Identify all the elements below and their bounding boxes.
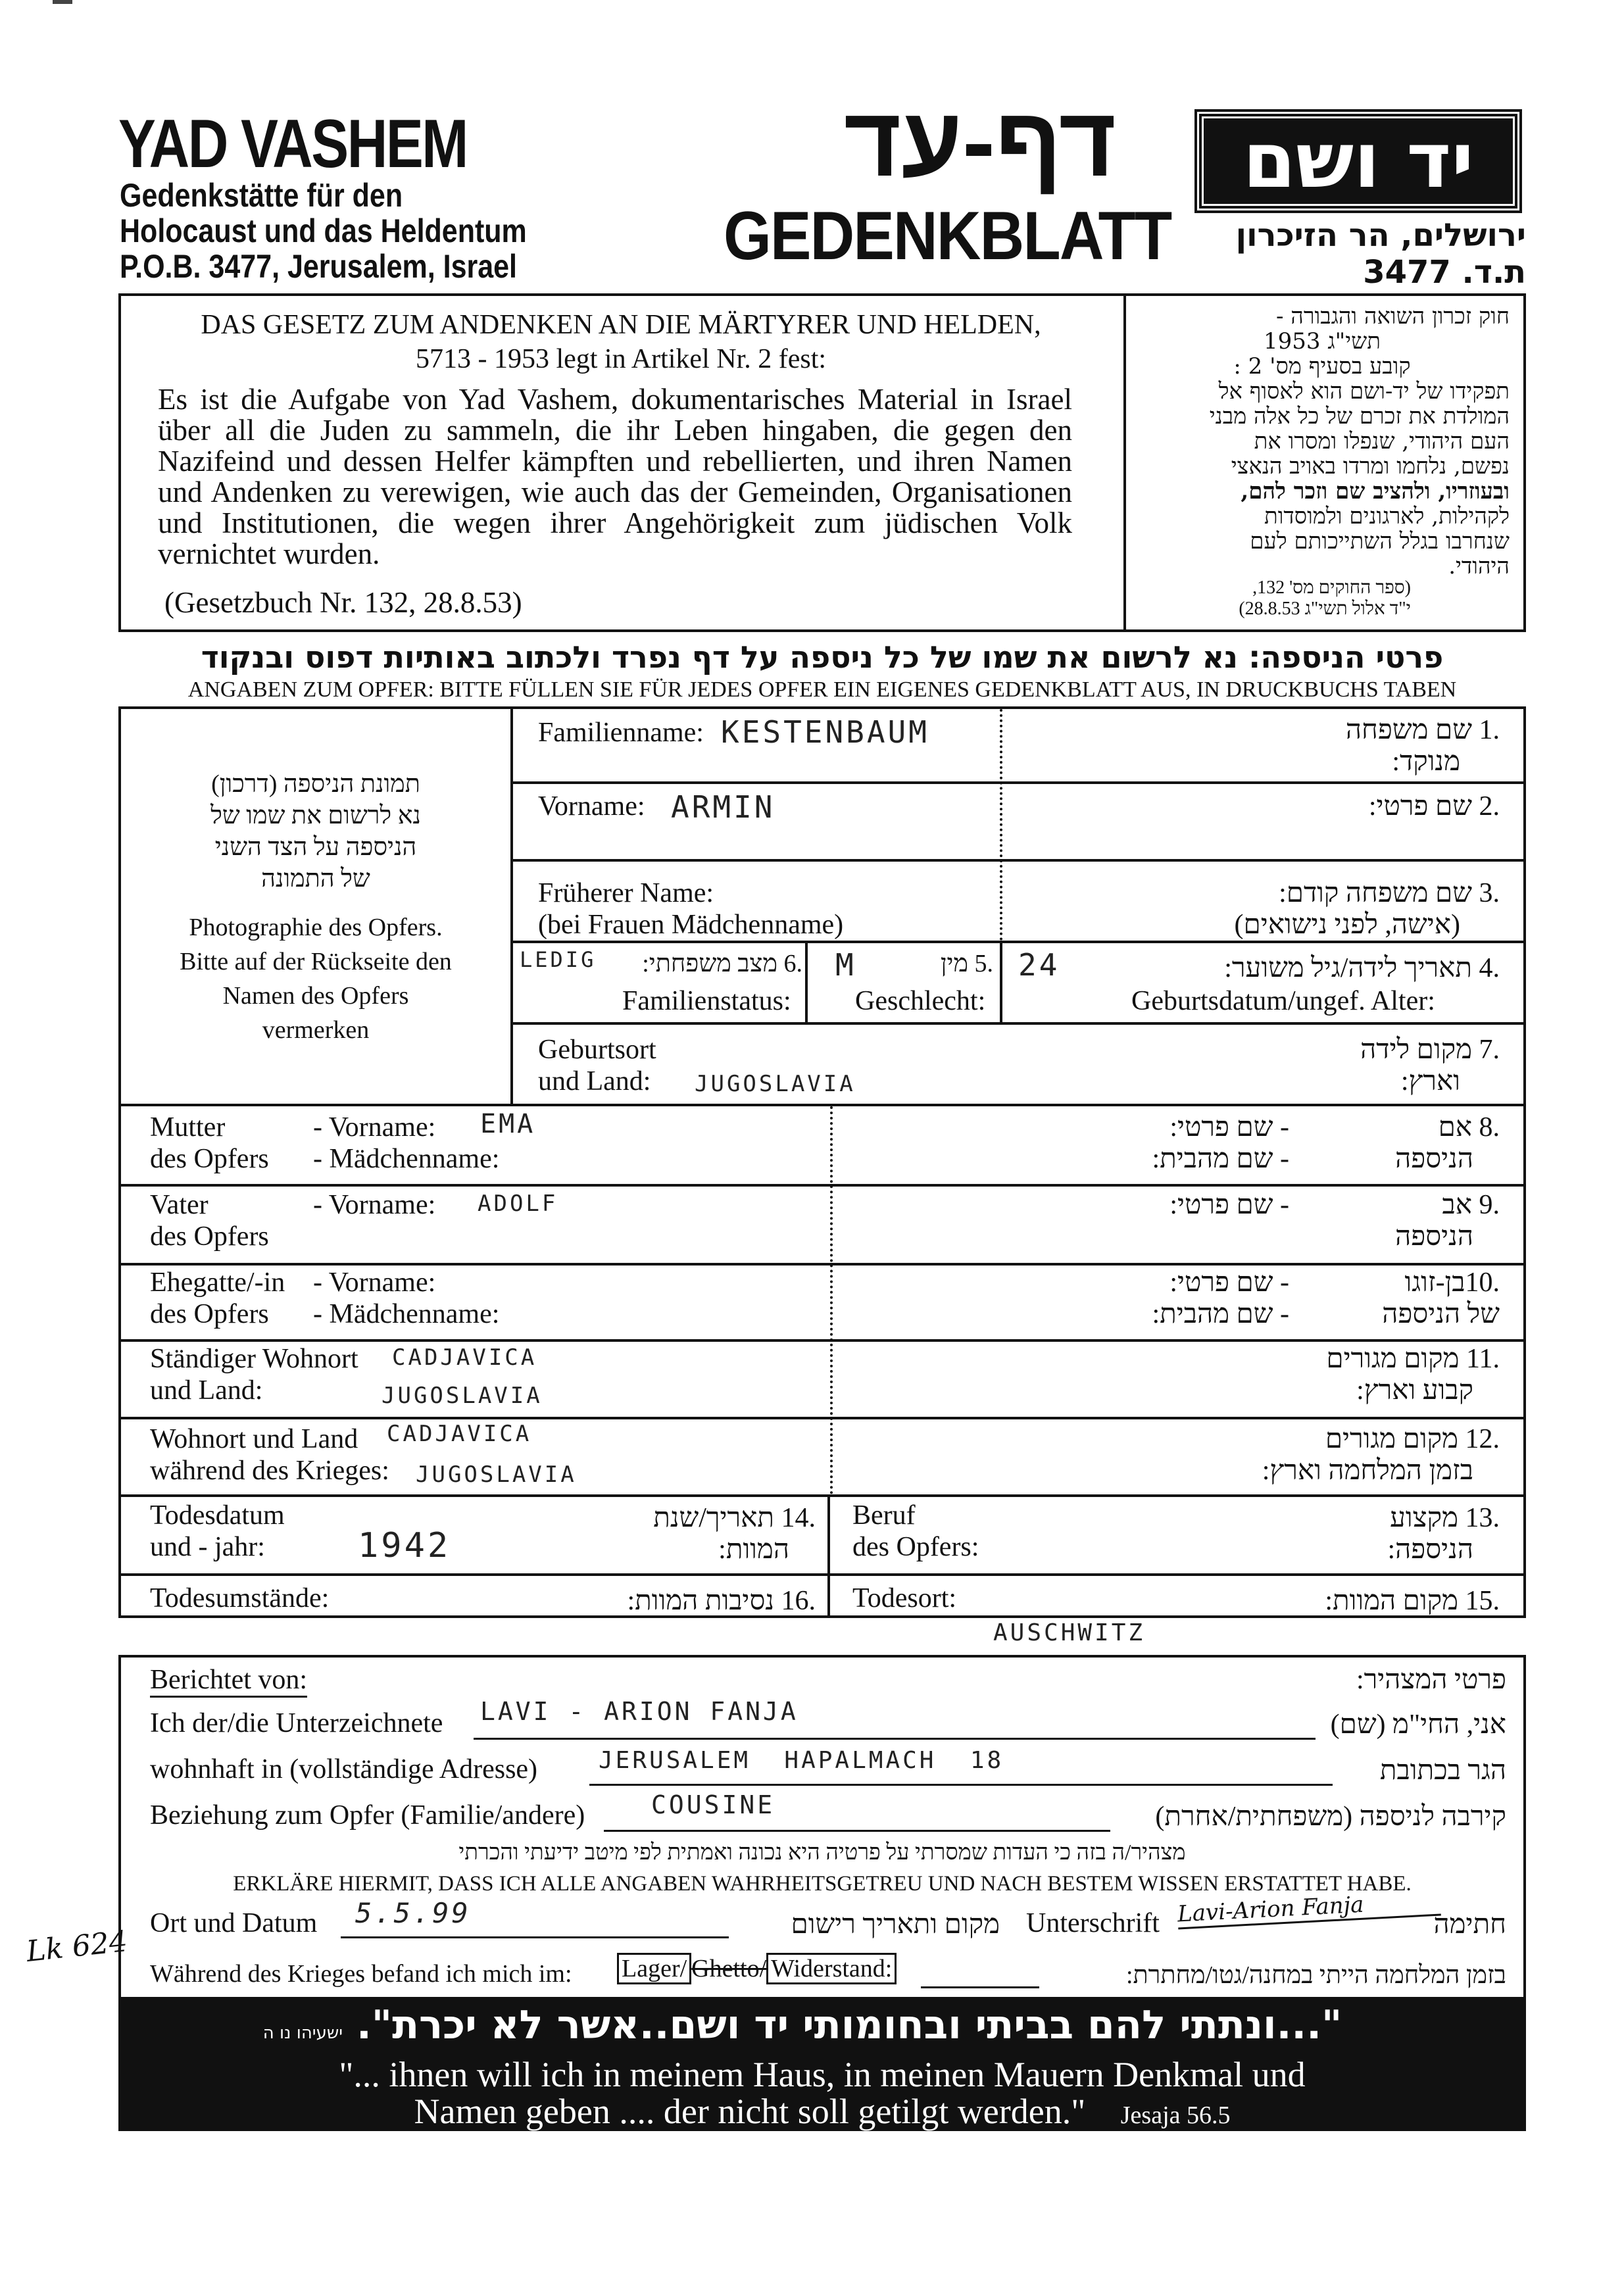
row-line-12 [118,1494,1526,1497]
row-line-9 [118,1263,1526,1265]
reporter-address-value[interactable]: JERUSALEM HAPALMACH 18 [599,1747,1004,1774]
law-source: (Gesetzbuch Nr. 132, 28.8.53) [164,586,522,619]
row-line-10 [118,1339,1526,1342]
gender-label: Geschlecht: [855,986,986,1016]
death-date-he-label: .14 תאריך/שנת המוות: [653,1503,816,1565]
family-name-value[interactable]: KESTENBAUM [721,714,929,750]
row-line-8 [118,1184,1526,1187]
photo-instructions-german: Photographie des Opfers. Bitte auf der Rückseite den Namen des Opfers vermerken [180,914,452,1044]
corner-mark [53,0,72,4]
relationship-he-label: קירבה לניספה (משפחתית/אחרת) [1155,1802,1506,1832]
row-line-1 [510,781,1526,784]
profession-he-label: .13 מקצוע הניספה: [1387,1503,1500,1565]
reporter-address-label: wohnhaft in (vollständige Adresse) [150,1754,538,1784]
first-name-he-label: .2 שם פרטי: [1368,791,1500,822]
logo-address: ירושלים, הר הזיכרון [1235,217,1526,254]
law-hebrew-source: (ספר החוקים מס' 132, י"ד אלול תשי"ג 28.8.53) [1239,577,1411,619]
wartime-location-he-label: בזמן המלחמה הייתי במחנה/גטו/מחתרת: [1125,1961,1506,1989]
father-first-name-value[interactable]: ADOLF [478,1191,558,1217]
father-he-label: .9 אב הניספה [1395,1190,1500,1252]
former-name-he-label: .3 שם משפחה קודם: (אישה, לפני נישואים) [1234,878,1500,941]
option-lager[interactable]: Lager/ [617,1953,691,1984]
law-subheading: 5713 - 1953 legt in Artikel Nr. 2 fest: [415,344,827,374]
relationship-value[interactable]: COUSINE [651,1790,775,1819]
place-date-line [341,1936,729,1938]
relationship-label: Beziehung zum Opfer (Familie/andere) [150,1800,585,1830]
reporter-name-line [474,1738,1316,1740]
instructions-german: ANGABEN ZUM OPFER: BITTE FÜLLEN SIE FÜR JEDES OPFER EIN EIGENES GEDENKBLATT AUS, IN DRUCKBUCHS TABEN [187,677,1457,702]
mother-label: Mutter des Opfers [150,1112,269,1175]
marital-status-label: Familienstatus: [622,986,791,1016]
birthdate-value[interactable]: 24 [1018,947,1060,983]
footer-ref: Jesaja 56.5 [1120,2101,1231,2129]
declaration-hebrew: מצהיר/ה בזה כי העדות שמסרתי על פרטיה היא נכונה ואמתית לפי מיטב ידיעתי והכרתי [458,1840,1186,1865]
title-hebrew: דף-עד [843,86,1117,197]
footer-german-line-2: Namen geben .... der nicht soll getilgt werden." [414,2092,1086,2131]
permanent-residence-country-value[interactable]: JUGOSLAVIA [381,1383,543,1409]
family-name-label: Familienname: [538,718,704,748]
wartime-options[interactable] [617,1955,897,1984]
death-circumstances-he-label: .16 נסיבות המוות: [627,1586,816,1616]
permanent-residence-city-value[interactable]: CADJAVICA [392,1344,537,1371]
first-name-label: Vorname: [538,791,645,822]
wartime-residence-country-value[interactable]: JUGOSLAVIA [416,1462,577,1488]
father-he-sub-labels: - שם פרטי: [1169,1190,1289,1220]
reporter-address-line [589,1784,1333,1786]
row-line-13 [118,1573,1526,1576]
law-top-border [118,293,1526,296]
row-line-2 [510,859,1526,862]
row4-divider-a [805,941,808,1022]
footer-hebrew-ref: ישעיהו נו ה [262,2023,343,2043]
reporter-name-label: Ich der/die Unterzeichnete [150,1708,443,1738]
spouse-he-sub-labels: - שם פרטי: - שם מהבית: [1152,1267,1289,1330]
row4-divider-b [1000,941,1002,1022]
wartime-location-line [921,1986,1039,1988]
footer-german-line-1: "... ihnen will ich in meinem Haus, in meinen Mauern Denkmal und [339,2055,1306,2094]
spouse-he-label: .10בן-זוגו של הניספה [1382,1267,1500,1330]
row-line-11 [118,1417,1526,1419]
dotted-divider-upper [1000,709,1002,941]
profession-label: Beruf des Opfers: [852,1500,979,1563]
wartime-residence-city-value[interactable]: CADJAVICA [387,1421,532,1447]
law-hebrew: חוק זכרון השואה והגבורה - תשי"ג 1953 קובע בסעיף מס' 2 : תפקידו של יד-ושם הוא לאסוף אל המולדת את זכרם של כל אלה מבני העם היהודי, שנפלו ומסרו את נפשם, נלחמו ומרדו באויב הנאצי ובעוזריו, ולהציב שם וזכר להם, לקהילות, לארגונים ולמוסדות שנחרבו בגלל השתייכותם לעם היהודי. [1209,303,1510,579]
spouse-sub-labels: - Vorname: - Mädchenname: [313,1267,500,1330]
margin-note: Lk 624 [24,1925,130,1969]
row-line-4 [510,1022,1526,1025]
law-bottom-border [118,629,1526,632]
death-place-he-label: .15 מקום המוות: [1325,1586,1500,1616]
reporter-heading: Berichtet von: [150,1664,307,1698]
first-name-value[interactable]: ARMIN [671,789,775,825]
place-date-label: Ort und Datum [150,1908,318,1938]
gender-value[interactable]: M [835,947,856,983]
row-line-3 [510,941,1526,943]
photo-instructions-hebrew: תמונת הניספה (דרכון) נא לרשום את שמו של הניספה על הצד השני של התמונה [210,770,421,893]
permanent-residence-he-label: .11 מקום מגורים קבוע וארץ: [1326,1344,1500,1406]
law-right-border [1523,293,1526,632]
row-death-divider [827,1494,830,1618]
family-name-he-label: .1 שם משפחה מנוקד: [1345,715,1500,777]
signature-value[interactable]: Lavi-Arion Fanja [1177,1888,1441,1930]
reporter-heading-he: פרטי המצהיר: [1356,1665,1506,1695]
signature-he-label: חתימה [1433,1909,1506,1940]
death-place-value[interactable]: AUSCHWITZ [993,1619,1146,1646]
birthdate-he-label: .4 תאריך לידה/גיל משוער: [1224,953,1500,983]
form-right-border [1523,706,1526,1618]
gender-he-label: .5 מין [940,950,993,977]
reporter-address-he-label: הגר בכתובת [1379,1756,1506,1786]
law-divider [1123,293,1126,632]
death-place-label: Todesort: [852,1583,957,1613]
wartime-residence-he-label: .12 מקום מגורים בזמן המלחמה וארץ: [1262,1424,1500,1486]
spouse-label: Ehegatte/-in des Opfers [150,1267,285,1330]
father-sub-labels: - Vorname: [313,1190,436,1220]
death-date-label: Todesdatum und - jahr: [150,1500,285,1563]
photo-divider [510,706,513,1105]
form-left-border [118,706,121,1618]
footer-banner [118,1997,1526,2131]
marital-status-he-label: .6 מצב משפחתי: [642,950,802,977]
birthplace-label: Geburtsort und Land: [538,1035,656,1097]
mother-first-name-value[interactable]: EMA [480,1109,536,1139]
footer-hebrew-quote: "...ונתתי להם בביתי ובחומותי יד ושם..אשר לא יכרת". [357,2002,1342,2048]
option-widerstand[interactable]: Widerstand: [766,1953,897,1984]
death-circumstances-label: Todesumstände: [150,1583,330,1613]
declaration-german: ERKLÄRE HIERMIT, DASS ICH ALLE ANGABEN WAHRHEITSGETREU UND NACH BESTEM WISSEN ERSTATTET HABE. [233,1872,1412,1896]
place-date-he-label: מקום ותאריך רישום [791,1909,1000,1940]
permanent-residence-label: Ständiger Wohnort und Land: [150,1344,358,1406]
reporter-name-value[interactable]: LAVI - ARION FANJA [480,1697,799,1726]
birthplace-value[interactable]: JUGOSLAVIA [695,1071,856,1097]
birthdate-label: Geburtsdatum/ungef. Alter: [1131,986,1435,1016]
signature-label: Unterschrift [1026,1908,1160,1938]
law-heading: DAS GESETZ ZUM ANDENKEN AN DIE MÄRTYRER UND HELDEN, [201,310,1041,340]
instructions-hebrew: פרטי הניספה: נא לרשום את שמו של כל ניספה על דף נפרד ולכתוב באותיות דפוס ובנקוד [201,639,1444,675]
mother-sub-labels: - Vorname: - Mädchenname: [313,1112,500,1175]
row-line-7 [118,1104,1526,1106]
wartime-location-label: Während des Krieges befand ich mich im: [150,1960,572,1988]
org-subtitle: Gedenkstätte für den Holocaust und das Heldentum P.O.B. 3477, Jerusalem, Israel [120,177,527,285]
father-label: Vater des Opfers [150,1190,269,1252]
former-name-label: Früherer Name: (bei Frauen Mädchenname) [538,878,844,941]
marital-status-value[interactable]: LEDIG [520,947,597,972]
form-top-border [118,706,1526,709]
mother-he-sub-labels: - שם פרטי: - שם מהבית: [1152,1112,1289,1175]
org-name: YAD VASHEM [118,106,467,182]
relationship-line [604,1830,1110,1832]
title-german: GEDENKBLATT [724,198,1171,274]
reporter-top-border [118,1655,1526,1658]
place-date-value[interactable]: 5.5.99 [355,1897,471,1929]
dotted-divider-lower [830,1106,833,1494]
yad-vashem-logo: יד ושם [1197,112,1519,210]
mother-he-label: .8 אם הניספה [1395,1112,1500,1175]
logo-pob: ת.ד. 3477 [1363,254,1526,291]
option-ghetto[interactable]: Ghetto/ [691,1955,767,1982]
wartime-residence-label: Wohnort und Land während des Krieges: [150,1424,389,1486]
death-date-value[interactable]: 1942 [358,1526,451,1565]
reporter-name-he-label: אני, החי"מ (שם) [1330,1709,1506,1740]
law-body: Es ist die Aufgabe von Yad Vashem, dokumentarisches Material in Israel über all die Juden zu sammeln, die ihr Leben hingaben, die gegen den Nazifeind und dessen Helfer kämpften und rebellierten, und ihren Namen und Andenken zu verewigen, wie auch das der Gemeinden, Organisationen und Institutionen, die wegen ihrer Angehörigkeit zum jüdischen Volk vernichtet wurden. [158,383,1072,570]
birthplace-he-label: .7 מקום לידה וארץ: [1360,1035,1500,1097]
